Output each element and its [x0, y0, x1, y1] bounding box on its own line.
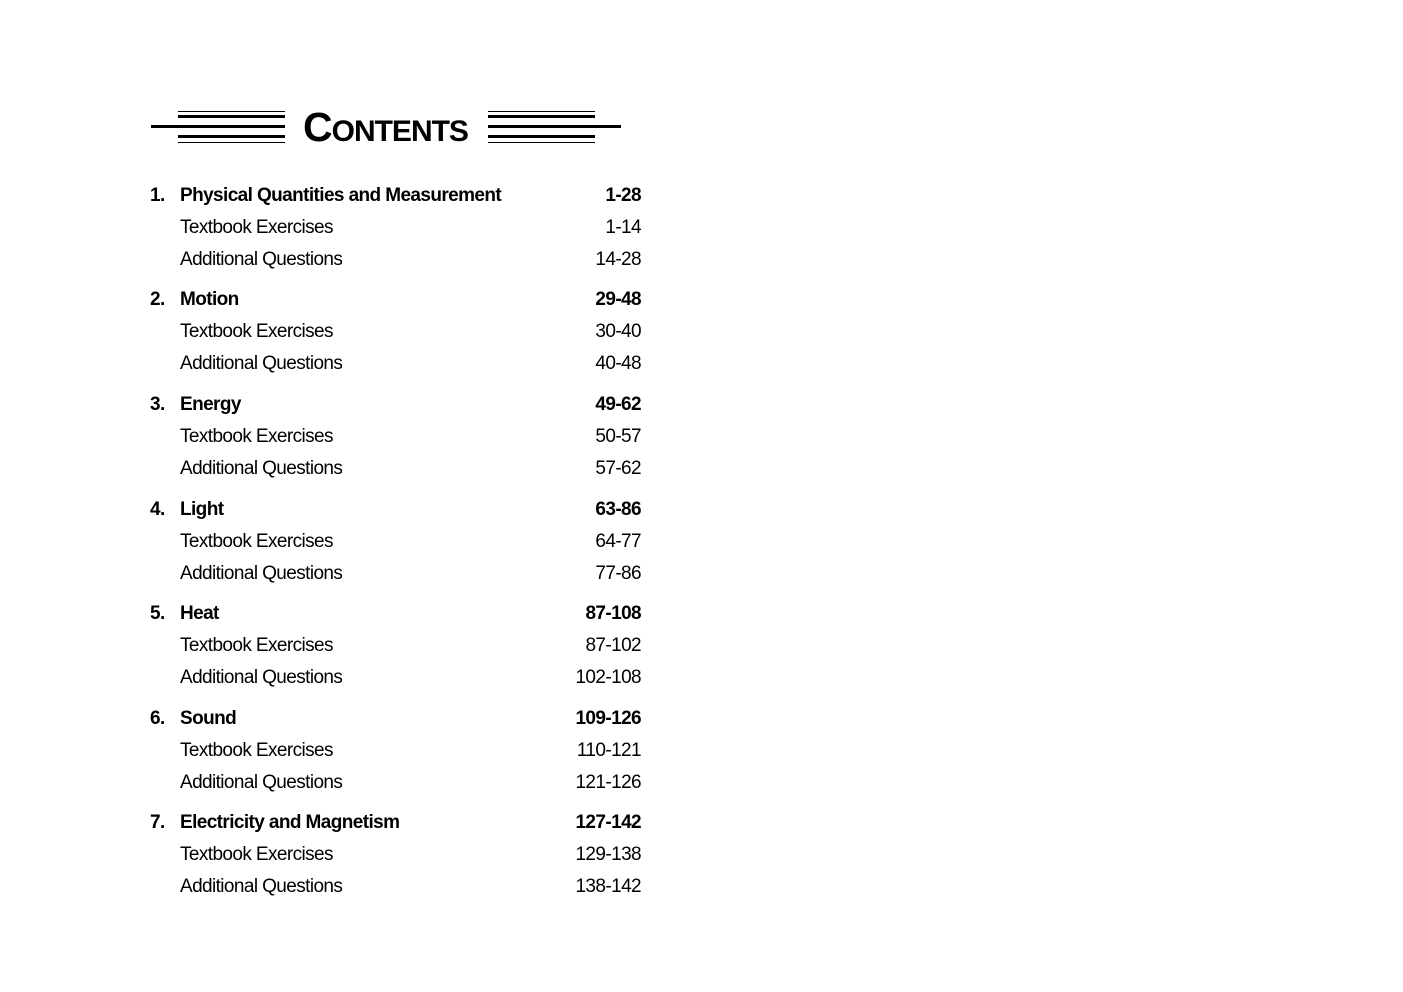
section-label[interactable]: Textbook Exercises: [180, 844, 333, 865]
section-label[interactable]: Additional Questions: [180, 457, 343, 479]
chapter-pages: 1-28: [605, 185, 641, 206]
section-label[interactable]: Additional Questions: [180, 666, 343, 688]
chapter-pages: 49-62: [595, 394, 641, 415]
chapter-number: 1.: [150, 185, 165, 206]
section-label[interactable]: Additional Questions: [180, 771, 343, 793]
section-entry[interactable]: [150, 530, 641, 554]
section-label[interactable]: Textbook Exercises: [180, 635, 333, 656]
section-entry[interactable]: [150, 875, 641, 899]
chapter-entry[interactable]: [150, 602, 641, 626]
chapter-entry[interactable]: [150, 811, 641, 835]
section-label[interactable]: Textbook Exercises: [180, 321, 333, 342]
section-pages: 121-126: [575, 771, 641, 793]
section-entry[interactable]: [150, 843, 641, 867]
chapter-entry[interactable]: [150, 498, 641, 522]
section-entry[interactable]: [150, 634, 641, 658]
chapter-title[interactable]: Heat: [180, 603, 219, 624]
section-label[interactable]: Textbook Exercises: [180, 531, 333, 552]
section-label[interactable]: Textbook Exercises: [180, 426, 333, 447]
section-label[interactable]: Additional Questions: [180, 875, 343, 897]
chapter-pages: 63-86: [595, 499, 641, 520]
section-pages: 87-102: [585, 635, 641, 656]
section-label[interactable]: Additional Questions: [180, 352, 343, 374]
section-entry[interactable]: [150, 352, 641, 376]
chapter-number: 2.: [150, 289, 165, 310]
section-pages: 77-86: [595, 562, 641, 584]
chapter-title[interactable]: Electricity and Magnetism: [180, 812, 400, 833]
section-entry[interactable]: [150, 320, 641, 344]
section-pages: 14-28: [595, 248, 641, 270]
section-pages: 138-142: [575, 875, 641, 897]
section-pages: 1-14: [605, 217, 641, 238]
section-pages: 110-121: [576, 740, 641, 761]
section-entry[interactable]: [150, 771, 641, 795]
chapter-entry[interactable]: [150, 393, 641, 417]
page-title: CONTENTS: [303, 104, 468, 150]
section-entry[interactable]: [150, 562, 641, 586]
chapter-title[interactable]: Physical Quantities and Measurement: [180, 185, 502, 206]
chapter-pages: 109-126: [575, 708, 641, 729]
section-pages: 40-48: [595, 352, 641, 374]
section-entry[interactable]: [150, 739, 641, 763]
section-entry[interactable]: [150, 248, 641, 272]
section-label[interactable]: Additional Questions: [180, 562, 343, 584]
chapter-number: 4.: [150, 499, 165, 520]
section-pages: 50-57: [595, 426, 641, 447]
section-pages: 57-62: [595, 457, 641, 479]
chapter-pages: 29-48: [595, 289, 641, 310]
chapter-pages: 87-108: [585, 603, 641, 624]
chapter-title[interactable]: Light: [180, 499, 224, 520]
section-label[interactable]: Textbook Exercises: [180, 217, 333, 238]
section-label[interactable]: Textbook Exercises: [180, 740, 333, 761]
chapter-entry[interactable]: [150, 288, 641, 312]
section-entry[interactable]: [150, 666, 641, 690]
section-pages: 64-77: [595, 531, 641, 552]
chapter-pages: 127-142: [575, 812, 641, 833]
section-label[interactable]: Additional Questions: [180, 248, 343, 270]
chapter-title[interactable]: Energy: [180, 394, 241, 415]
section-entry[interactable]: [150, 457, 641, 481]
section-entry[interactable]: [150, 425, 641, 449]
chapter-title[interactable]: Motion: [180, 289, 239, 310]
section-entry[interactable]: [150, 216, 641, 240]
right-decorative-lines: [488, 109, 633, 145]
chapter-entry[interactable]: [150, 707, 641, 731]
section-pages: 129-138: [575, 844, 641, 865]
chapter-number: 6.: [150, 708, 165, 729]
chapter-entry[interactable]: [150, 184, 641, 208]
chapter-number: 7.: [150, 812, 165, 833]
chapter-number: 3.: [150, 394, 165, 415]
section-pages: 102-108: [575, 666, 641, 688]
section-pages: 30-40: [595, 321, 641, 342]
chapter-title[interactable]: Sound: [180, 708, 237, 729]
left-decorative-lines: [151, 109, 296, 145]
chapter-number: 5.: [150, 603, 165, 624]
